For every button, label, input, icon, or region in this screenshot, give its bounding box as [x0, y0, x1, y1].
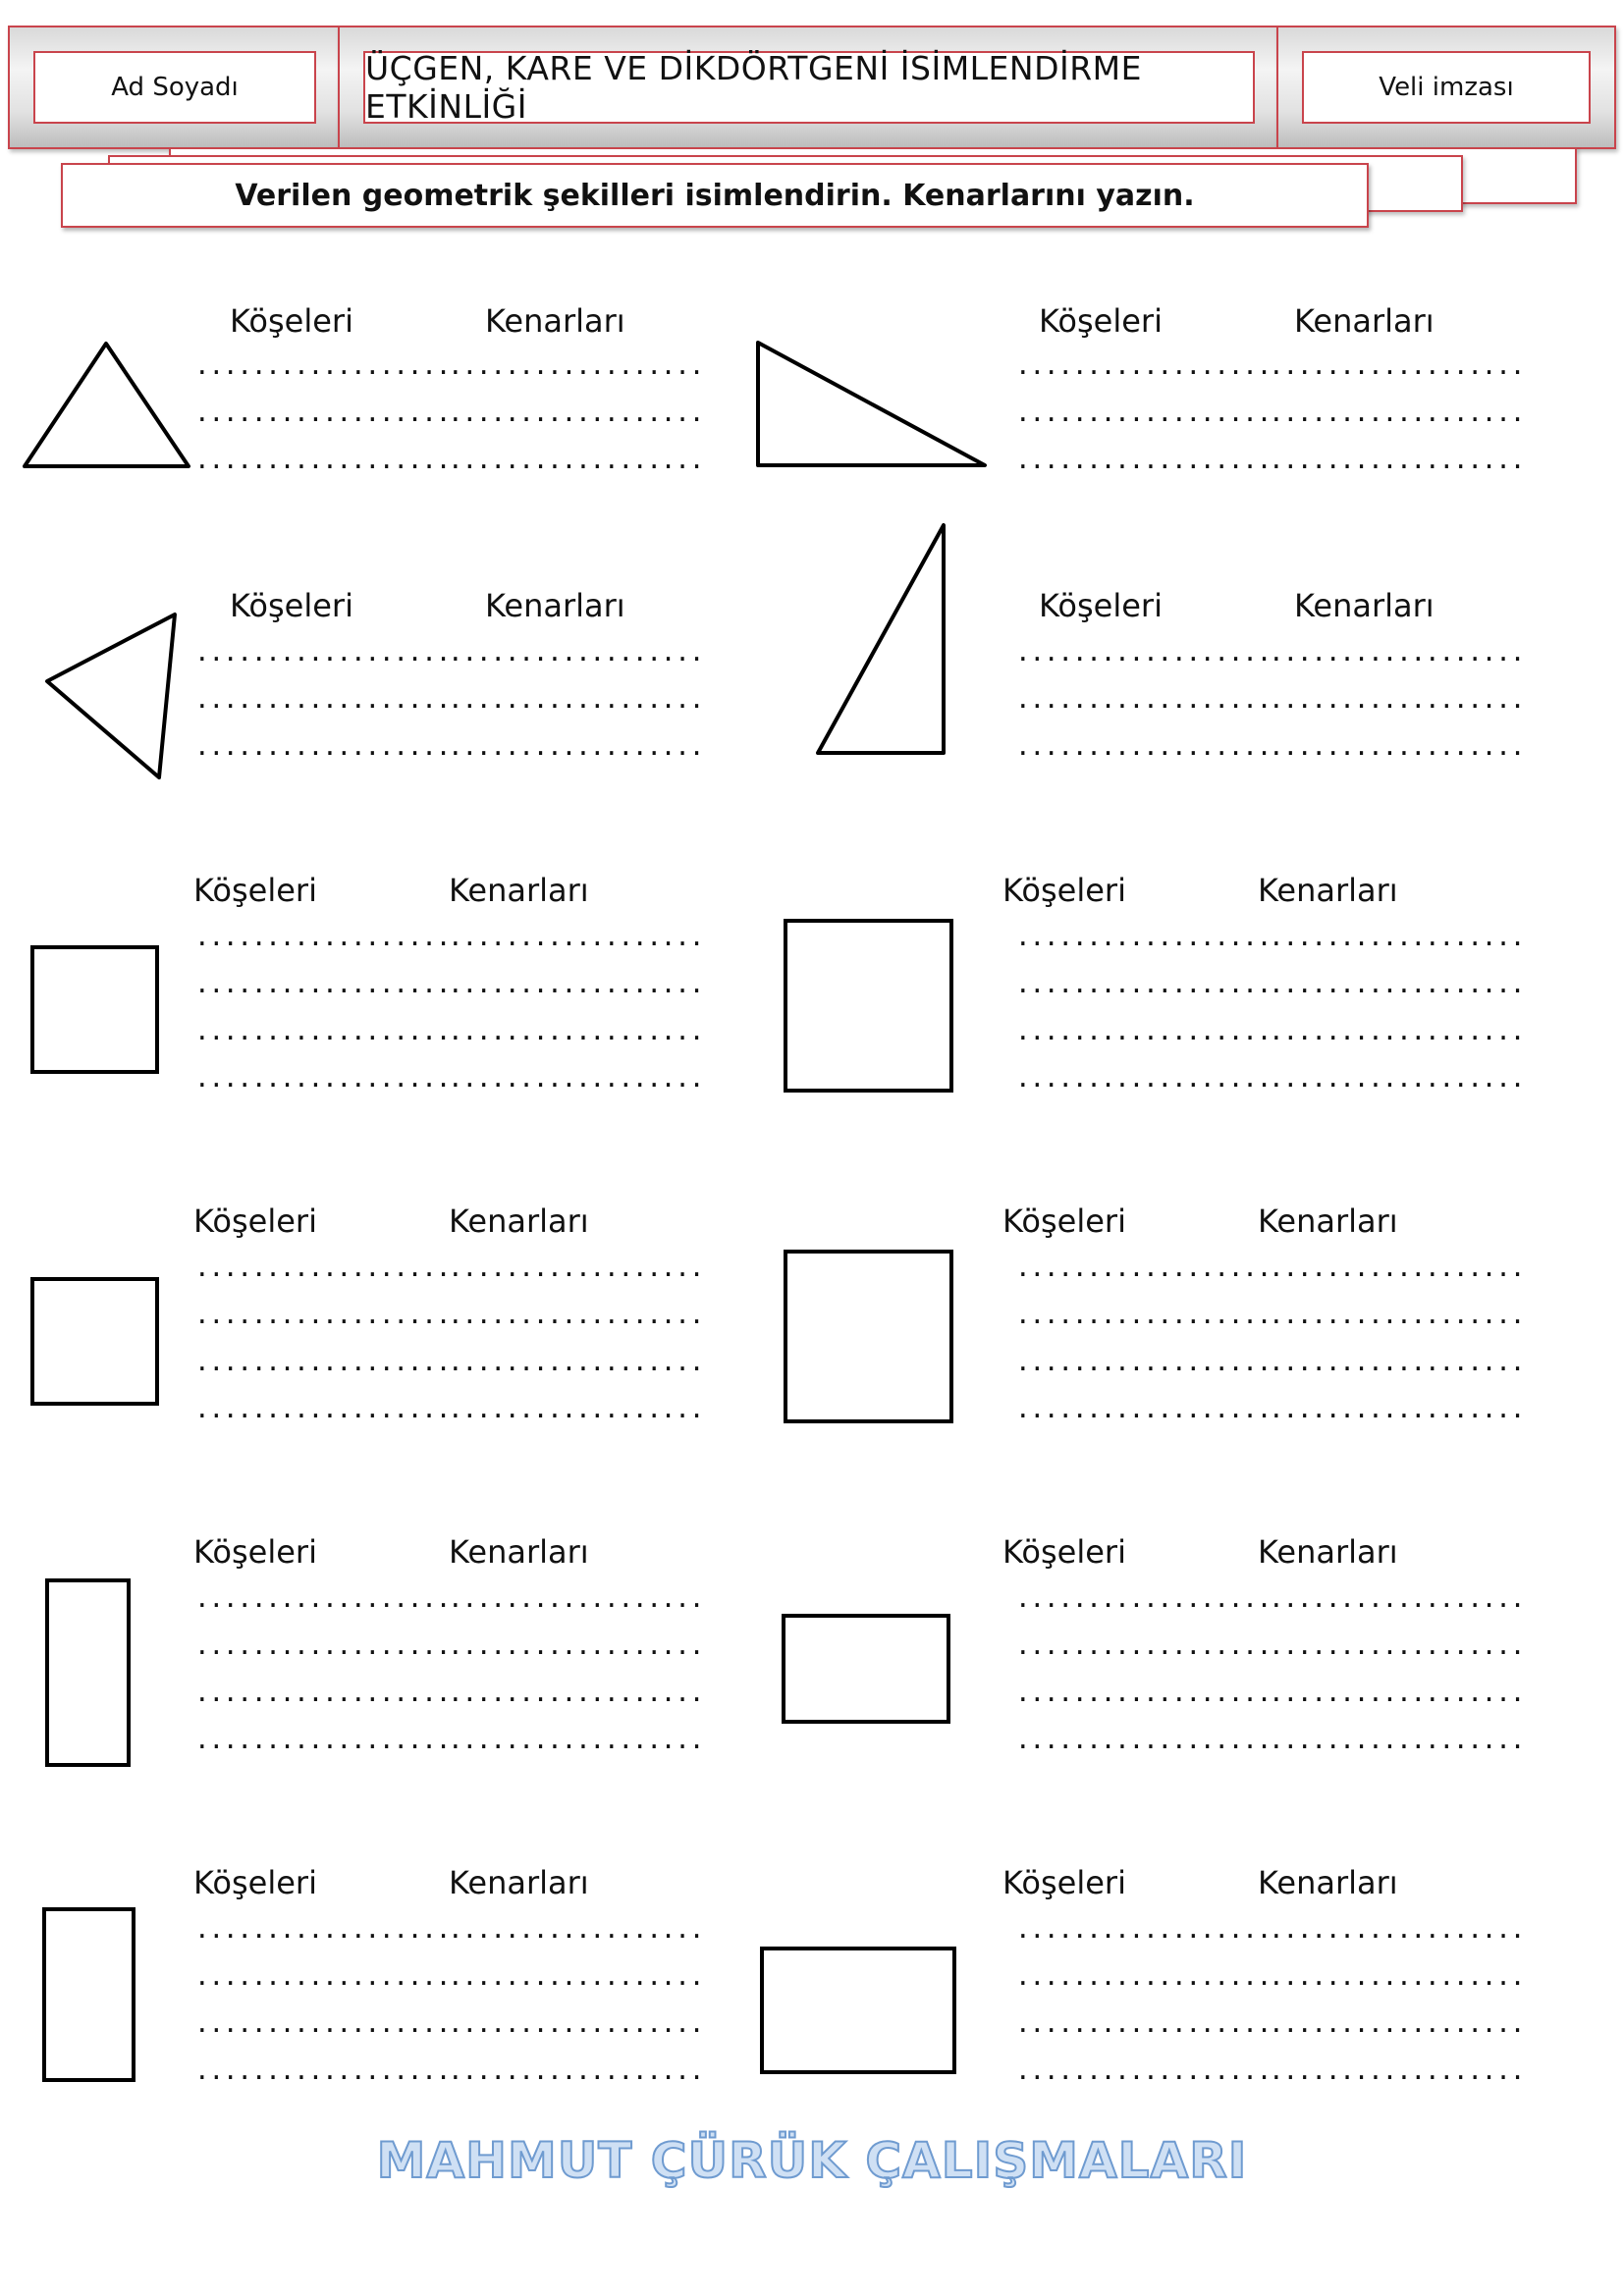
answer-line[interactable]: ..................: [448, 1726, 704, 1755]
answer-line[interactable]: ..................: [448, 1679, 704, 1708]
edges-label: Kenarları: [485, 587, 625, 624]
edges-label: Kenarları: [1258, 872, 1398, 909]
answer-line[interactable]: ..................: [1015, 923, 1272, 952]
answer-line[interactable]: ..................: [1015, 685, 1272, 715]
answer-line[interactable]: ..................: [194, 2056, 451, 2086]
signature-label: Veli imzası: [1379, 73, 1514, 102]
answer-line[interactable]: ..................: [1269, 1915, 1525, 1945]
answer-line[interactable]: ..................: [1269, 446, 1525, 475]
answer-line[interactable]: ..................: [1015, 1348, 1272, 1377]
answer-line[interactable]: ..................: [1015, 2009, 1272, 2039]
answer-line[interactable]: ..................: [194, 1348, 451, 1377]
answer-line[interactable]: ..................: [194, 351, 451, 381]
answer-line[interactable]: ..................: [1269, 732, 1525, 762]
answer-line[interactable]: ..................: [1269, 1584, 1525, 1614]
answer-line[interactable]: ..................: [1269, 685, 1525, 715]
answer-line[interactable]: ..................: [1269, 1395, 1525, 1424]
answer-line[interactable]: ..................: [1015, 1064, 1272, 1094]
answer-line[interactable]: ..................: [448, 446, 704, 475]
answer-line[interactable]: ..................: [194, 1395, 451, 1424]
answer-line[interactable]: ..................: [194, 1679, 451, 1708]
answer-line[interactable]: ..................: [1015, 1254, 1272, 1283]
answer-line[interactable]: ..................: [448, 1584, 704, 1614]
answer-line[interactable]: ..................: [194, 1254, 451, 1283]
edges-label: Kenarları: [449, 872, 589, 909]
answer-line[interactable]: ..................: [194, 446, 451, 475]
answer-line[interactable]: ..................: [1015, 1915, 1272, 1945]
corners-label: Köşeleri: [230, 302, 353, 340]
edges-label: Kenarları: [1258, 1864, 1398, 1901]
answer-line[interactable]: ..................: [448, 1962, 704, 1992]
answer-line[interactable]: ..................: [448, 351, 704, 381]
answer-line[interactable]: ..................: [1015, 1301, 1272, 1330]
answer-line[interactable]: ..................: [1269, 1017, 1525, 1046]
answer-line[interactable]: ..................: [1269, 1254, 1525, 1283]
corners-label: Köşeleri: [1039, 302, 1163, 340]
answer-line[interactable]: ..................: [1015, 1017, 1272, 1046]
answer-line[interactable]: ..................: [1015, 1395, 1272, 1424]
answer-line[interactable]: ..................: [194, 1962, 451, 1992]
instruction-banner: Verilen geometrik şekilleri isimlendirin. Kenarlarını yazın.: [61, 163, 1369, 228]
answer-line[interactable]: ..................: [1015, 1679, 1272, 1708]
answer-line[interactable]: ..................: [448, 1301, 704, 1330]
answer-line[interactable]: ..................: [194, 970, 451, 999]
answer-line[interactable]: ..................: [1015, 638, 1272, 667]
answer-line[interactable]: ..................: [194, 1726, 451, 1755]
answer-line[interactable]: ..................: [1015, 732, 1272, 762]
answer-line[interactable]: ..................: [448, 638, 704, 667]
answer-line[interactable]: ..................: [448, 1395, 704, 1424]
corners-label: Köşeleri: [1039, 587, 1163, 624]
answer-line[interactable]: ..................: [448, 2056, 704, 2086]
corners-label: Köşeleri: [1002, 872, 1126, 909]
edges-label: Kenarları: [449, 1202, 589, 1240]
edges-label: Kenarları: [1294, 587, 1435, 624]
answer-line[interactable]: ..................: [1015, 1631, 1272, 1661]
answer-line[interactable]: ..................: [194, 1017, 451, 1046]
answer-line[interactable]: ..................: [448, 1631, 704, 1661]
answer-line[interactable]: ..................: [448, 1064, 704, 1094]
edges-label: Kenarları: [449, 1864, 589, 1901]
answer-line[interactable]: ..................: [1015, 1584, 1272, 1614]
corners-label: Köşeleri: [193, 1533, 317, 1571]
answer-line[interactable]: ..................: [194, 2009, 451, 2039]
answer-line[interactable]: ..................: [1269, 1064, 1525, 1094]
answer-line[interactable]: ..................: [194, 638, 451, 667]
worksheet-title: ÜÇGEN, KARE VE DİKDÖRTGENİ İSİMLENDİRME ETKİNLİĞİ: [365, 49, 1142, 126]
corners-label: Köşeleri: [1002, 1864, 1126, 1901]
answer-line[interactable]: ..................: [1015, 970, 1272, 999]
answer-line[interactable]: ..................: [194, 732, 451, 762]
answer-line[interactable]: ..................: [1269, 923, 1525, 952]
answer-line[interactable]: ..................: [1015, 399, 1272, 428]
answer-line[interactable]: ..................: [194, 1301, 451, 1330]
answer-line[interactable]: ..................: [1015, 1962, 1272, 1992]
edges-label: Kenarları: [1294, 302, 1435, 340]
answer-line[interactable]: ..................: [1269, 399, 1525, 428]
answer-line[interactable]: ..................: [1015, 2056, 1272, 2086]
answer-line[interactable]: ..................: [1015, 446, 1272, 475]
answer-line[interactable]: ..................: [194, 1064, 451, 1094]
edges-label: Kenarları: [1258, 1533, 1398, 1571]
answer-line[interactable]: ..................: [194, 399, 451, 428]
answer-line[interactable]: ..................: [1015, 351, 1272, 381]
answer-line[interactable]: ..................: [1269, 1679, 1525, 1708]
answer-line[interactable]: ..................: [1269, 638, 1525, 667]
edges-label: Kenarları: [449, 1533, 589, 1571]
answer-line[interactable]: ..................: [1269, 1962, 1525, 1992]
edges-label: Kenarları: [485, 302, 625, 340]
answer-line[interactable]: ..................: [448, 923, 704, 952]
corners-label: Köşeleri: [193, 1864, 317, 1901]
edges-label: Kenarları: [1258, 1202, 1398, 1240]
corners-label: Köşeleri: [1002, 1533, 1126, 1571]
answer-line[interactable]: ..................: [448, 970, 704, 999]
corners-label: Köşeleri: [193, 1202, 317, 1240]
name-label: Ad Soyadı: [111, 73, 239, 102]
answer-line[interactable]: ..................: [194, 1915, 451, 1945]
answer-line[interactable]: ..................: [1269, 970, 1525, 999]
answer-line[interactable]: ..................: [448, 732, 704, 762]
answer-line[interactable]: ..................: [1269, 351, 1525, 381]
answer-line[interactable]: ..................: [194, 685, 451, 715]
answer-line[interactable]: ..................: [448, 1348, 704, 1377]
answer-line[interactable]: ..................: [194, 923, 451, 952]
answer-line[interactable]: ..................: [448, 685, 704, 715]
answer-line[interactable]: ..................: [1269, 1726, 1525, 1755]
corners-label: Köşeleri: [193, 872, 317, 909]
answer-line[interactable]: ..................: [448, 399, 704, 428]
answer-line[interactable]: ..................: [194, 1631, 451, 1661]
answer-line[interactable]: ..................: [1269, 1348, 1525, 1377]
answer-line[interactable]: ..................: [1015, 1726, 1272, 1755]
answer-line[interactable]: ..................: [1269, 1631, 1525, 1661]
author-watermark: MAHMUT ÇÜRÜK ÇALIŞMALARI: [376, 2132, 1248, 2189]
answer-line[interactable]: ..................: [194, 1584, 451, 1614]
answer-line[interactable]: ..................: [448, 2009, 704, 2039]
corners-label: Köşeleri: [230, 587, 353, 624]
answer-line[interactable]: ..................: [448, 1915, 704, 1945]
answer-line[interactable]: ..................: [1269, 2056, 1525, 2086]
answer-line[interactable]: ..................: [448, 1254, 704, 1283]
answer-line[interactable]: ..................: [1269, 2009, 1525, 2039]
corners-label: Köşeleri: [1002, 1202, 1126, 1240]
answer-line[interactable]: ..................: [448, 1017, 704, 1046]
answer-line[interactable]: ..................: [1269, 1301, 1525, 1330]
